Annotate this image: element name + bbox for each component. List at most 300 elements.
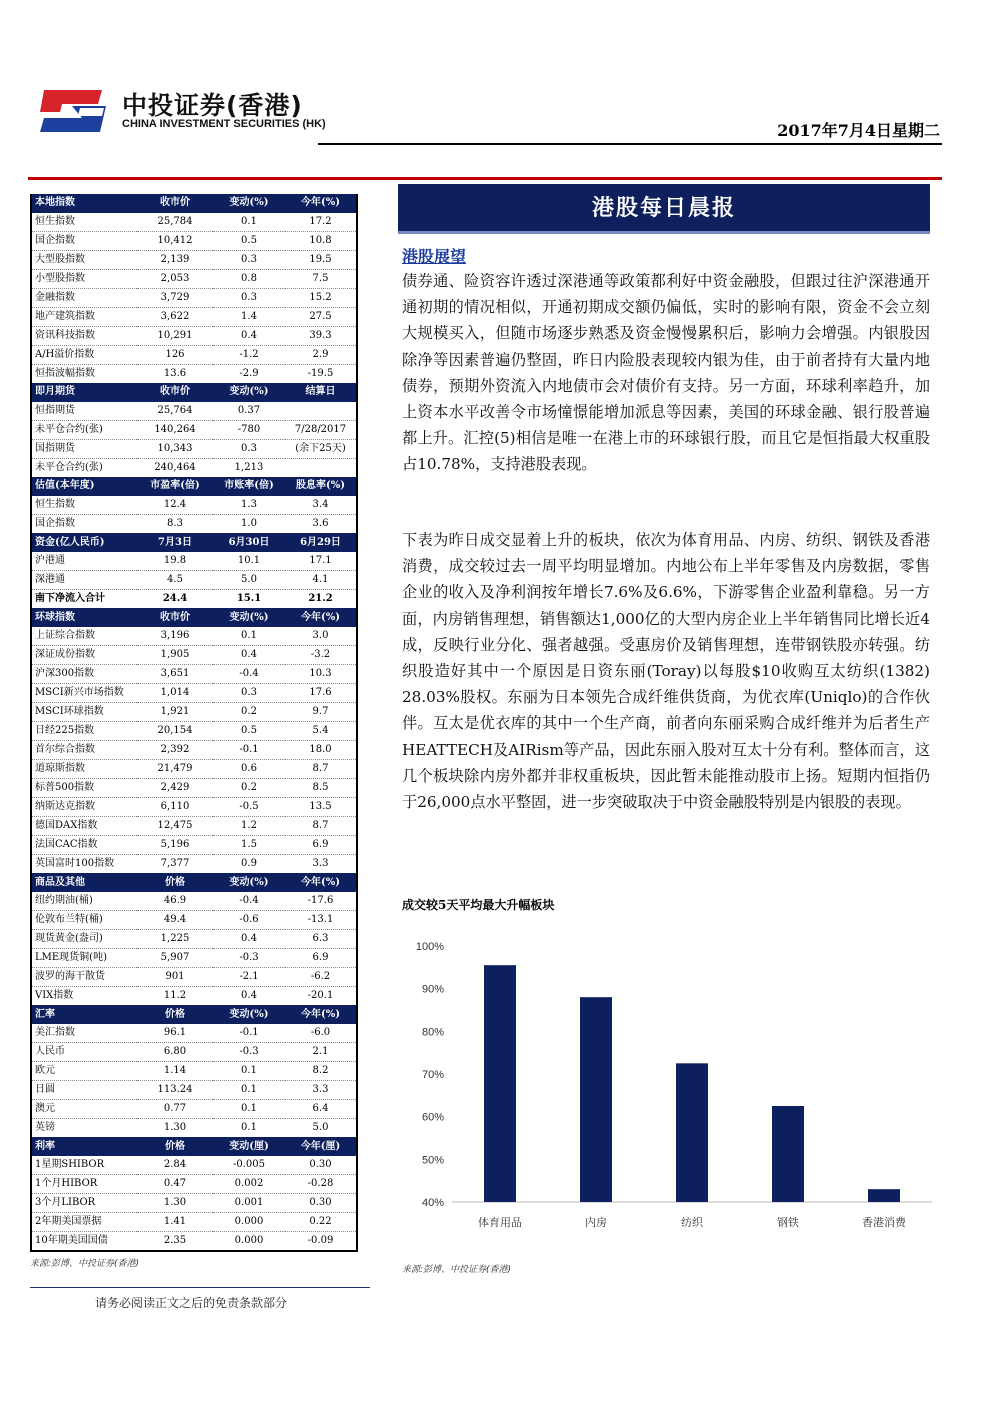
table-row bbox=[31, 1119, 357, 1138]
row-value: 价格 bbox=[137, 1005, 213, 1024]
disclaimer-note: 请务必阅读正文之后的免责条款部分 bbox=[95, 1296, 288, 1310]
row-label: 1星期SHIBOR bbox=[31, 1156, 137, 1175]
row-value: 1,213 bbox=[234, 462, 264, 474]
x-tick-label: 纺织 bbox=[681, 1216, 703, 1229]
row-label: 大型股指数 bbox=[31, 250, 137, 269]
row-label: 沪深300指数 bbox=[31, 665, 137, 684]
row-value: 0.1 bbox=[213, 1081, 285, 1100]
row-value: 今年(%) bbox=[285, 1005, 357, 1024]
row-label: 英国富时100指数 bbox=[35, 858, 115, 870]
row-value: -13.1 bbox=[285, 911, 357, 930]
row-value: 0.8 bbox=[213, 269, 285, 288]
report-banner bbox=[398, 184, 930, 234]
row-value: 39.3 bbox=[285, 326, 357, 345]
row-value: 8.7 bbox=[285, 760, 357, 779]
row-value: 0.30 bbox=[285, 1194, 357, 1213]
row-value: 20,154 bbox=[137, 722, 213, 741]
row-value: 0.4 bbox=[241, 990, 257, 1002]
row-value: 0.001 bbox=[213, 1194, 285, 1213]
y-tick-label: 100% bbox=[415, 941, 444, 953]
row-value: 0.000 bbox=[234, 1235, 264, 1247]
row-label: MSCI新兴市场指数 bbox=[31, 684, 137, 703]
row-value: 1,014 bbox=[137, 684, 213, 703]
row-label: 国指期货 bbox=[31, 439, 137, 458]
row-value: 2.35 bbox=[163, 1235, 187, 1247]
row-value: 140,264 bbox=[137, 420, 213, 439]
row-value: 6,110 bbox=[137, 798, 213, 817]
row-value: 15.1 bbox=[236, 593, 262, 605]
row-value: 市盈率(倍) bbox=[137, 477, 213, 496]
row-value: 3.3 bbox=[285, 1081, 357, 1100]
cisc-logo-icon bbox=[36, 82, 108, 136]
table-section-header bbox=[31, 608, 357, 627]
row-value: 1.5 bbox=[213, 836, 285, 855]
row-value: 1,905 bbox=[137, 646, 213, 665]
row-value: 6.9 bbox=[285, 949, 357, 968]
row-value: 96.1 bbox=[137, 1024, 213, 1043]
row-value: 25,784 bbox=[137, 213, 213, 232]
row-label: 深港通 bbox=[31, 571, 137, 590]
table-row bbox=[31, 213, 357, 232]
chart-title: 成交较5天平均最大升幅板块 bbox=[402, 898, 555, 912]
row-label: 资讯科技指数 bbox=[31, 326, 137, 345]
row-value: -0.09 bbox=[307, 1235, 334, 1247]
row-value: -0.4 bbox=[213, 665, 285, 684]
row-value: -3.2 bbox=[285, 646, 357, 665]
row-value: 24.4 bbox=[162, 593, 188, 605]
row-value: 7,377 bbox=[160, 858, 190, 870]
table-row bbox=[31, 1175, 357, 1194]
row-value: 0.3 bbox=[213, 288, 285, 307]
row-label: 恒生指数 bbox=[31, 213, 137, 232]
red-divider bbox=[28, 177, 942, 180]
row-value: 1.0 bbox=[241, 518, 257, 530]
table-section-header bbox=[31, 383, 357, 402]
row-value: 17.6 bbox=[285, 684, 357, 703]
row-value: -1.2 bbox=[213, 345, 285, 364]
bar bbox=[580, 997, 612, 1202]
row-value: 1.2 bbox=[213, 817, 285, 836]
row-label: 标普500指数 bbox=[31, 779, 137, 798]
row-value: 变动(%) bbox=[213, 1005, 285, 1024]
table-section-header bbox=[31, 194, 357, 213]
row-value: 2,053 bbox=[137, 269, 213, 288]
table-row bbox=[31, 1024, 357, 1043]
row-value: 25,764 bbox=[137, 402, 213, 421]
y-tick-label: 50% bbox=[421, 1154, 444, 1167]
row-label: 小型股指数 bbox=[31, 269, 137, 288]
row-value: 收市价 bbox=[137, 608, 213, 627]
row-value: 6.3 bbox=[285, 930, 357, 949]
row-value: 0.6 bbox=[213, 760, 285, 779]
bar bbox=[868, 1189, 900, 1202]
market-data-table bbox=[30, 194, 358, 1252]
table-row bbox=[31, 364, 357, 383]
row-value: 今年(厘) bbox=[285, 1137, 357, 1156]
row-value: 17.2 bbox=[285, 213, 357, 232]
row-value: 3,196 bbox=[137, 627, 213, 646]
row-value: 2.9 bbox=[285, 345, 357, 364]
table-row bbox=[31, 590, 357, 609]
table-row bbox=[31, 855, 357, 874]
row-value: -0.5 bbox=[213, 798, 285, 817]
row-value bbox=[285, 402, 357, 421]
row-value: 1,921 bbox=[137, 703, 213, 722]
section-title: 港股展望 bbox=[402, 247, 467, 266]
y-tick-label: 70% bbox=[421, 1069, 444, 1081]
row-value: 收市价 bbox=[137, 194, 213, 213]
row-value: 126 bbox=[137, 345, 213, 364]
table-section-header bbox=[31, 533, 357, 552]
row-value: 10,412 bbox=[137, 231, 213, 250]
row-label: 道琼斯指数 bbox=[31, 760, 137, 779]
table-row bbox=[31, 1062, 357, 1081]
row-label: 伦敦布兰特(桶) bbox=[31, 911, 137, 930]
row-value: 10.3 bbox=[285, 665, 357, 684]
row-value: 12,475 bbox=[137, 817, 213, 836]
bar bbox=[772, 1106, 804, 1202]
row-value: 变动(厘) bbox=[213, 1137, 285, 1156]
row-value: 6月29日 bbox=[285, 533, 357, 552]
row-value: 4.5 bbox=[137, 571, 213, 590]
brand-name-cn: 中投证券(香港) bbox=[122, 91, 303, 120]
table-section-header bbox=[31, 1005, 357, 1024]
table-row bbox=[31, 345, 357, 364]
row-label: MSCI环球指数 bbox=[31, 703, 137, 722]
table-row bbox=[31, 231, 357, 250]
row-value: -2.9 bbox=[239, 367, 259, 379]
row-value: 0.4 bbox=[213, 646, 285, 665]
row-value: 0.37 bbox=[213, 402, 285, 421]
row-value: 5.0 bbox=[312, 1122, 329, 1134]
table-row bbox=[31, 703, 357, 722]
row-value: 13.5 bbox=[285, 798, 357, 817]
row-value: (余下25天) bbox=[285, 439, 357, 458]
row-value: 1.30 bbox=[137, 1194, 213, 1213]
table-row bbox=[31, 911, 357, 930]
table-row bbox=[31, 288, 357, 307]
row-value: -0.3 bbox=[213, 949, 285, 968]
row-value: 17.1 bbox=[285, 552, 357, 571]
table-row bbox=[31, 515, 357, 534]
row-value: 21.2 bbox=[308, 593, 333, 605]
row-value: 0.9 bbox=[241, 858, 257, 870]
y-tick-label: 60% bbox=[421, 1111, 444, 1124]
table-row bbox=[31, 722, 357, 741]
row-value: -2.1 bbox=[213, 968, 285, 987]
table-row bbox=[31, 1043, 357, 1062]
x-tick-label: 内房 bbox=[585, 1216, 607, 1229]
row-value: 21,479 bbox=[137, 760, 213, 779]
row-value: 0.5 bbox=[213, 722, 285, 741]
row-label: A/H溢价指数 bbox=[31, 345, 137, 364]
row-value: 3,729 bbox=[137, 288, 213, 307]
row-value: 11.2 bbox=[163, 990, 187, 1002]
row-label: 本地指数 bbox=[31, 194, 137, 213]
row-value: 3.3 bbox=[312, 858, 329, 870]
row-label: 恒指波幅指数 bbox=[35, 367, 95, 379]
row-label: 恒指期货 bbox=[31, 402, 137, 421]
row-value: 0.000 bbox=[213, 1213, 285, 1232]
row-value: 3.4 bbox=[285, 496, 357, 515]
outlook-paragraph-1: 债券通、险资容许透过深港通等政策都利好中资金融股，但跟过往沪深港通开通初期的情况相似，开通初期成交额仍偏低，实时的影响有限，资金不会立刻大规模买入，但随市场逐步熟悉及资金慢慢累积后，影响力会增强。内银股因除净等因素普遍仍整固，昨日内险股表现较内银为佳，由于前者持有大量内地债券，预期外资流入内地债市会对债价有支持。另一方面，环球利率趋升，加上资本水平改善令市场憧憬能增加派息等因素，美国的环球金融、银行股普遍都上升。汇控(5)相信是唯一在港上市的环球银行股，而且它是恒指最大权重股占10.78%，支持港股表现。 bbox=[402, 272, 930, 474]
row-label: 德国DAX指数 bbox=[31, 817, 137, 836]
report-banner-title: 港股每日晨报 bbox=[591, 196, 736, 221]
row-value: 3,622 bbox=[137, 307, 213, 326]
table-row bbox=[31, 968, 357, 987]
row-value: 0.22 bbox=[285, 1213, 357, 1232]
row-label: 3个月LIBOR bbox=[31, 1194, 137, 1213]
table-section-header bbox=[31, 1137, 357, 1156]
row-value: 1,225 bbox=[137, 930, 213, 949]
row-value: 2,139 bbox=[137, 250, 213, 269]
row-value: 市账率(倍) bbox=[213, 477, 285, 496]
row-value: 3.0 bbox=[285, 627, 357, 646]
row-label: 上证综合指数 bbox=[31, 627, 137, 646]
row-value: 今年(%) bbox=[285, 873, 357, 892]
row-value: 901 bbox=[137, 968, 213, 987]
bar bbox=[484, 965, 516, 1202]
row-label: 商品及其他 bbox=[31, 873, 137, 892]
table-section-header bbox=[31, 477, 357, 496]
row-label: 汇率 bbox=[31, 1005, 137, 1024]
table-row bbox=[31, 307, 357, 326]
row-label: 人民币 bbox=[31, 1043, 137, 1062]
row-label: 纳斯达克指数 bbox=[31, 798, 137, 817]
row-label: 国企指数 bbox=[35, 518, 75, 530]
row-value: 0.77 bbox=[137, 1100, 213, 1119]
table-row bbox=[31, 1081, 357, 1100]
table-row bbox=[31, 420, 357, 439]
row-value: 15.2 bbox=[285, 288, 357, 307]
table-row bbox=[31, 930, 357, 949]
row-label: 10年期美国国债 bbox=[35, 1235, 108, 1247]
row-label: 英镑 bbox=[35, 1122, 55, 1134]
row-value: 0.4 bbox=[213, 930, 285, 949]
row-label: 环球指数 bbox=[31, 608, 137, 627]
row-value: 0.2 bbox=[213, 779, 285, 798]
row-value: 9.7 bbox=[285, 703, 357, 722]
table-row bbox=[31, 250, 357, 269]
table-row bbox=[31, 326, 357, 345]
row-value: 113.24 bbox=[137, 1081, 213, 1100]
row-label: 地产建筑指数 bbox=[31, 307, 137, 326]
row-value: 0.30 bbox=[285, 1156, 357, 1175]
row-label: 现货黄金(盎司) bbox=[31, 930, 137, 949]
row-value: 变动(%) bbox=[213, 383, 285, 402]
y-tick-label: 80% bbox=[421, 1026, 444, 1039]
row-value: 0.5 bbox=[213, 231, 285, 250]
table-row bbox=[31, 1213, 357, 1232]
row-value: -0.4 bbox=[213, 892, 285, 911]
row-value: 0.1 bbox=[213, 213, 285, 232]
row-label: 澳元 bbox=[31, 1100, 137, 1119]
brand-name-en: CHINA INVESTMENT SECURITIES (HK) bbox=[122, 118, 326, 130]
row-value: 0.3 bbox=[213, 439, 285, 458]
x-tick-label: 体育用品 bbox=[478, 1216, 522, 1229]
row-value: 变动(%) bbox=[213, 873, 285, 892]
row-label: 2年期美国票据 bbox=[31, 1213, 137, 1232]
row-value: 7月3日 bbox=[137, 533, 213, 552]
row-value: 2.84 bbox=[137, 1156, 213, 1175]
row-value: 6.9 bbox=[285, 836, 357, 855]
table-row bbox=[31, 684, 357, 703]
row-value: 2,429 bbox=[137, 779, 213, 798]
outlook-paragraph-2: 下表为昨日成交显着上升的板块，依次为体育用品、内房、纺织、钢铁及香港消费，成交较过去一周平均明显增加。内地公布上半年零售及内房数据，零售企业的收入及净利润按年增长7.6%及6.6%，下游零售企业盈利靠稳。另一方面，内房销售理想，销售额达1,000亿的大型内房企业上半年销售同比增长近4成，反映行业分化、强者越强。受惠房价及销售理想，连带钢铁股亦转强。纺织股造好其中一个原因是日资东丽(Toray)以每股$10收购互太纺织(1382) 28.03%股权。东丽为日本领先合成纤维供货商，为优衣库(Uniqlo)的合作伙伴。互太是优衣库的其中一个生产商，前者向东丽采购合成纤维并为后者生产HEATTECH及AIRism等产品，因此东丽入股对互太十分有利。整体而言，这几个板块除内房外都并非权重板块，因此暂未能推动股市上扬。短期内恒指仍于26,000点水平整固，进一步突破取决于中资金融股特别是内银股的表现。 bbox=[402, 531, 930, 812]
row-label: 1个月HIBOR bbox=[31, 1175, 137, 1194]
row-value: 价格 bbox=[137, 873, 213, 892]
row-label: 资金(亿人民币) bbox=[31, 533, 137, 552]
table-row bbox=[31, 1100, 357, 1119]
table-row bbox=[31, 1194, 357, 1213]
row-value: 240,464 bbox=[154, 462, 196, 474]
row-value: 0.4 bbox=[213, 326, 285, 345]
row-value: 10,343 bbox=[137, 439, 213, 458]
row-label: 未平仓合约(张) bbox=[35, 462, 103, 474]
row-value: 5.4 bbox=[285, 722, 357, 741]
row-label: 首尔综合指数 bbox=[31, 741, 137, 760]
table-row bbox=[31, 779, 357, 798]
row-value: 2.1 bbox=[285, 1043, 357, 1062]
row-value: 2,392 bbox=[137, 741, 213, 760]
row-value: -19.5 bbox=[307, 367, 334, 379]
row-value: -0.3 bbox=[213, 1043, 285, 1062]
table-row bbox=[31, 760, 357, 779]
row-value: 1.14 bbox=[137, 1062, 213, 1081]
row-value: 0.3 bbox=[213, 250, 285, 269]
row-value: 6.4 bbox=[285, 1100, 357, 1119]
table-row bbox=[31, 646, 357, 665]
table-row bbox=[31, 665, 357, 684]
row-value: 13.6 bbox=[163, 367, 187, 379]
row-label: 金融指数 bbox=[31, 288, 137, 307]
row-value: 10,291 bbox=[137, 326, 213, 345]
row-value: -0.1 bbox=[213, 1024, 285, 1043]
row-label: 法国CAC指数 bbox=[31, 836, 137, 855]
row-value: 今年(%) bbox=[285, 194, 357, 213]
row-value: 5,907 bbox=[137, 949, 213, 968]
table-section-header bbox=[31, 873, 357, 892]
row-value: -0.005 bbox=[213, 1156, 285, 1175]
row-value: 0.1 bbox=[213, 1062, 285, 1081]
row-value: 49.4 bbox=[137, 911, 213, 930]
row-value: 4.1 bbox=[285, 571, 357, 590]
row-value: 8.7 bbox=[285, 817, 357, 836]
row-value: 结算日 bbox=[285, 383, 357, 402]
row-value: 8.3 bbox=[167, 518, 183, 530]
row-label: 恒生指数 bbox=[31, 496, 137, 515]
row-value: 变动(%) bbox=[213, 194, 285, 213]
table-row bbox=[31, 1232, 357, 1252]
row-value: 18.0 bbox=[285, 741, 357, 760]
row-value: 0.1 bbox=[213, 1100, 285, 1119]
row-value: 1.41 bbox=[137, 1213, 213, 1232]
row-value: -20.1 bbox=[307, 990, 334, 1002]
row-value: 6月30日 bbox=[213, 533, 285, 552]
row-value: 变动(%) bbox=[213, 608, 285, 627]
row-label: VIX指数 bbox=[35, 990, 74, 1002]
table-row bbox=[31, 269, 357, 288]
row-value: -0.6 bbox=[213, 911, 285, 930]
table-row bbox=[31, 496, 357, 515]
chart-source-note: 来源:彭博、中投证券(香港) bbox=[402, 1265, 512, 1275]
row-value: -6.0 bbox=[285, 1024, 357, 1043]
row-label: 沪港通 bbox=[31, 552, 137, 571]
x-tick-label: 香港消费 bbox=[862, 1216, 906, 1229]
row-value: 1.4 bbox=[213, 307, 285, 326]
row-label: 南下净流入合计 bbox=[35, 593, 105, 605]
sector-bar-chart bbox=[402, 930, 942, 1240]
row-value: 0.1 bbox=[241, 1122, 257, 1134]
row-value: 19.8 bbox=[137, 552, 213, 571]
row-value: 19.5 bbox=[285, 250, 357, 269]
row-label: 日经225指数 bbox=[31, 722, 137, 741]
row-value: 5,196 bbox=[137, 836, 213, 855]
table-row bbox=[31, 458, 357, 477]
table-row bbox=[31, 571, 357, 590]
row-value: 6.80 bbox=[137, 1043, 213, 1062]
report-date: 2017年7月4日星期二 bbox=[777, 121, 940, 140]
row-value: 收市价 bbox=[137, 383, 213, 402]
row-value: 27.5 bbox=[285, 307, 357, 326]
row-label: 欧元 bbox=[31, 1062, 137, 1081]
row-value: -780 bbox=[213, 420, 285, 439]
table-row bbox=[31, 817, 357, 836]
table-source-note: 来源:彭博、中投证券(香港) bbox=[30, 1259, 140, 1269]
row-value: -0.1 bbox=[213, 741, 285, 760]
row-value: -17.6 bbox=[285, 892, 357, 911]
row-value: -0.28 bbox=[285, 1175, 357, 1194]
x-tick-label: 钢铁 bbox=[777, 1216, 799, 1229]
row-value: 价格 bbox=[137, 1137, 213, 1156]
row-value: 0.47 bbox=[137, 1175, 213, 1194]
row-label: 美汇指数 bbox=[31, 1024, 137, 1043]
table-row bbox=[31, 1156, 357, 1175]
table-row bbox=[31, 627, 357, 646]
footer-divider bbox=[30, 1287, 370, 1288]
table-row bbox=[31, 439, 357, 458]
y-tick-label: 40% bbox=[421, 1197, 444, 1209]
row-value: 5.0 bbox=[213, 571, 285, 590]
row-value: 8.5 bbox=[285, 779, 357, 798]
row-value: 0.002 bbox=[213, 1175, 285, 1194]
row-value: 10.1 bbox=[213, 552, 285, 571]
row-value: 3,651 bbox=[137, 665, 213, 684]
table-row bbox=[31, 987, 357, 1006]
row-value: 1.3 bbox=[213, 496, 285, 515]
bar bbox=[676, 1063, 708, 1202]
row-label: 即月期货 bbox=[31, 383, 137, 402]
row-label: 纽约期油(桶) bbox=[31, 892, 137, 911]
row-value: 今年(%) bbox=[285, 608, 357, 627]
row-value: 0.2 bbox=[213, 703, 285, 722]
row-label: 利率 bbox=[31, 1137, 137, 1156]
row-label: 深证成份指数 bbox=[31, 646, 137, 665]
row-label: 国企指数 bbox=[31, 231, 137, 250]
row-value: 7/28/2017 bbox=[285, 420, 357, 439]
row-value bbox=[285, 458, 357, 477]
table-row bbox=[31, 402, 357, 421]
row-value: -6.2 bbox=[285, 968, 357, 987]
row-value: 46.9 bbox=[137, 892, 213, 911]
row-value: 3.6 bbox=[312, 518, 329, 530]
row-value: 股息率(%) bbox=[285, 477, 357, 496]
row-value: 0.1 bbox=[213, 627, 285, 646]
row-label: 波罗的海干散货 bbox=[31, 968, 137, 987]
row-label: 估值(本年度) bbox=[31, 477, 137, 496]
row-value: 1.30 bbox=[163, 1122, 187, 1134]
y-tick-label: 90% bbox=[421, 983, 444, 996]
